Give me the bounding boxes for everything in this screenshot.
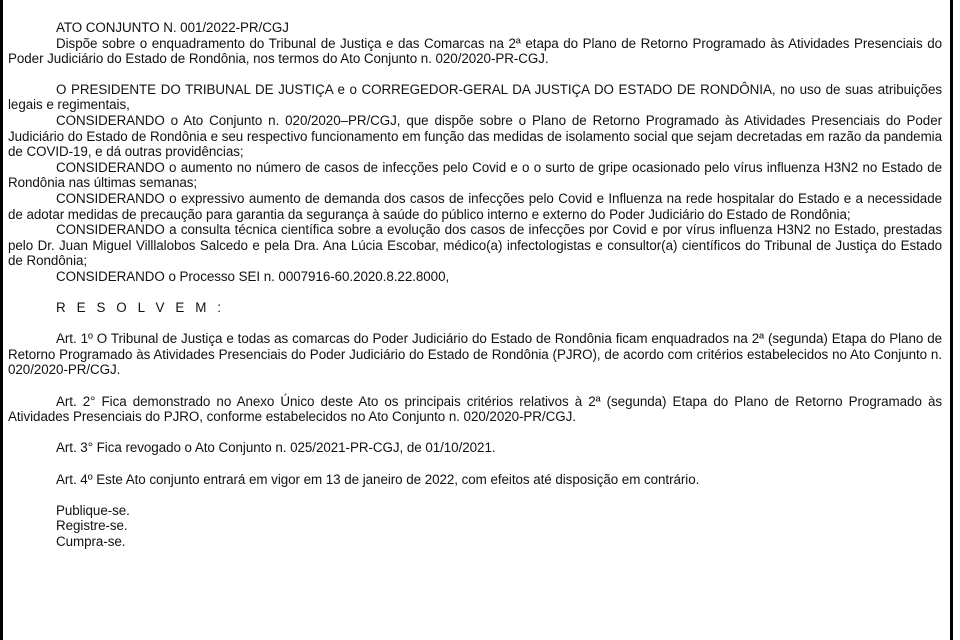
considerando-paragraph: CONSIDERANDO a consulta técnica científica sobre a evolução dos casos de infecções por Covid e por vírus influenza H3N2 no Estado, prestadas pelo Dr. Juan Miguel Villlalobos Salcedo e pela Dra. Ana Lúcia Escobar, médico(a) infectologistas e consultor(a) científicos do Tribunal de Justiça do Estado de Rondônia; [8, 222, 942, 269]
resolvem-heading: R E S O L V E M : [56, 300, 225, 316]
page-border-left [0, 0, 3, 640]
page-margin-right [953, 0, 960, 640]
closing-line: Cumpra-se. [56, 534, 126, 549]
considerando-paragraph: CONSIDERANDO o expressivo aumento de demanda dos casos de infecções pelo Covid e Influenza na rede hospitalar do Estado e a necessidade de adotar medidas de precaução para garantia da segurança à saúde do público interno e externo do Poder Judiciário do Estado de Rondônia; [8, 190, 942, 222]
article-paragraph: Art. 2° Fica demonstrado no Anexo Único deste Ato os principais critérios relativos à 2ª (segunda) Etapa do Plano de Retorno Programado às Atividades Presenciais do PJRO, conforme estabelecidos no Ato Conjunto n. 020/2020-PR/CGJ. [8, 393, 942, 425]
document-body [8, 20, 942, 550]
considerando-paragraph: CONSIDERANDO o aumento no número de casos de infecções pelo Covid e o o surto de gripe ocasionado pelo vírus influenza H3N2 no Estado de Rondônia nas últimas semanas; [8, 159, 942, 191]
article-paragraph: Art. 1º O Tribunal de Justiça e todas as comarcas do Poder Judiciário do Estado de Rondônia ficam enquadrados na 2ª (segunda) Etapa do Plano de Retorno Programado às Atividades Presenciais do Poder Judiciário do Estado de Rondônia (PJRO), de acordo com critérios estabelecidos no Ato Conjunto n. 020/2020-PR/CGJ. [8, 331, 942, 378]
closing-line: Registre-se. [56, 518, 128, 534]
considerando-paragraph: CONSIDERANDO o Ato Conjunto n. 020/2020–PR/CGJ, que dispõe sobre o Plano de Retorno Programado às Atividades Presenciais do Poder Judiciário do Estado de Rondônia e seu respectivo funcionamento em função das medidas de isolamento social que sejam decretadas em razão da pandemia de COVID-19, e dá outras providências; [8, 112, 942, 160]
preamble-paragraph: O PRESIDENTE DO TRIBUNAL DE JUSTIÇA e o CORREGEDOR-GERAL DA JUSTIÇA DO ESTADO DE RONDÔNIA, no uso de suas atribuições legais e regimentais, [8, 81, 942, 113]
article-paragraph: Art. 4º Este Ato conjunto entrará em vigor em 13 de janeiro de 2022, com efeitos até disposição em contrário. [56, 471, 700, 487]
article-paragraph: Art. 3° Fica revogado o Ato Conjunto n. 025/2021-PR-CGJ, de 01/10/2021. [56, 440, 496, 456]
document-title: ATO CONJUNTO N. 001/2022-PR/CGJ [56, 20, 289, 35]
closing-line: Publique-se. [56, 502, 130, 518]
considerando-paragraph: CONSIDERANDO o Processo SEI n. 0007916-60.2020.8.22.8000, [56, 268, 450, 284]
ementa-paragraph: Dispõe sobre o enquadramento do Tribunal de Justiça e das Comarcas na 2ª etapa do Plano de Retorno Programado às Atividades Presenciais do Poder Judiciário do Estado de Rondônia, nos termos do Ato Conjunto n. 020/2020-PR-CGJ. [8, 35, 942, 67]
